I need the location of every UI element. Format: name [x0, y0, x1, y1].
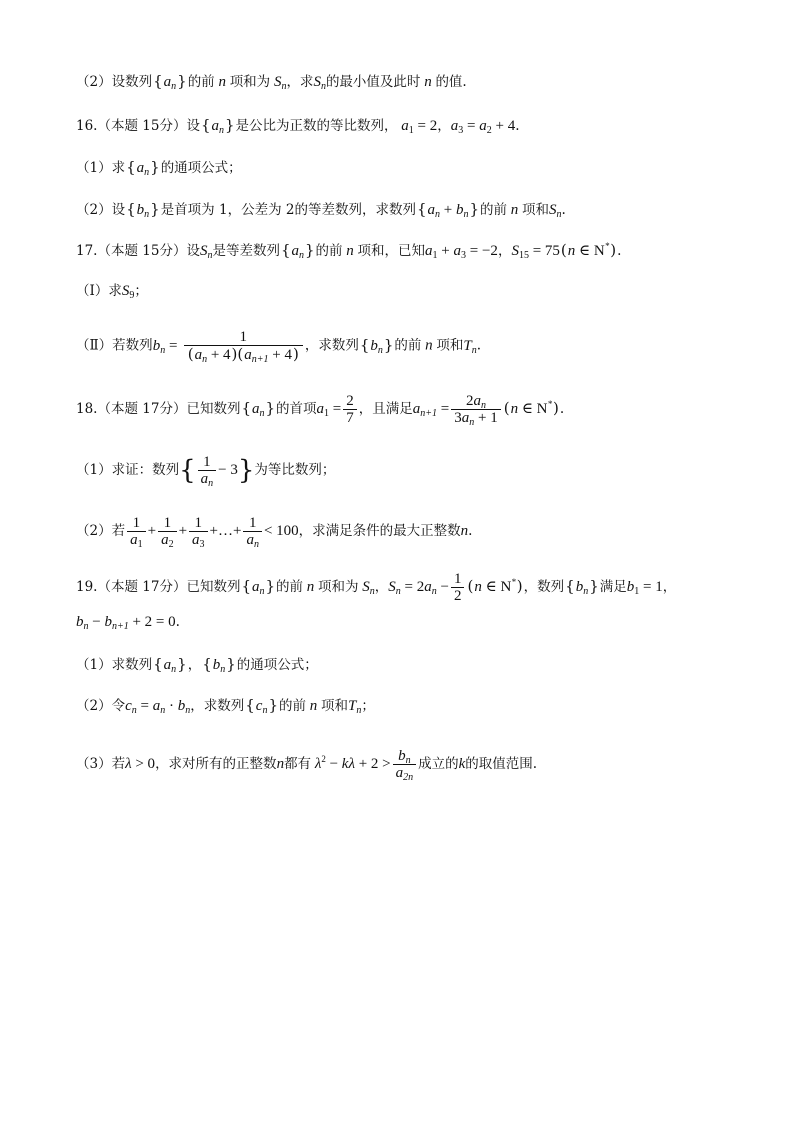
q16-stem: 16.（本题 15分）设$\{a_n\}$是公比为正数的等比数列， $a_1 = 2$，$a_3 = a_2 + 4$.: [76, 116, 520, 136]
q19-part3: （3）若λ > 0，求对所有的正整数n都有 $\lambda^2 - k\lambda + 2$ > $\frac{b_n}{a_{2n}}$ 成立的k的取值范围.: [76, 748, 538, 783]
q17-stem: 17.（本题 15分）设$S_n$是等差数列$\{a_n\}$的前 n 项和，已知$a_1 + a_3 = -2$，$S_{15} = 75(n$ ∈ N*).: [76, 241, 622, 261]
q19-part1: （1）求数列$\{a_n\}$，$\{b_n\}$的通项公式；: [76, 655, 318, 675]
q19-stem: 19.（本题 17分）已知数列$\{a_n\}$的前 n 项和为 $S_n$，$S_n = 2a_n$ − $\frac{1}{2}$ (n ∈ N*)，数列$\{b_n\}$满足$b_1 = 1$，: [76, 571, 677, 604]
q18-part1: （1）求证：数列{ $\frac{1}{a_n}$ − 3}为等比数列；: [76, 454, 336, 489]
q19-part2: （2）令$c_n = a_n \cdot b_n$，求数列$\{c_n\}$的前 n 项和$T_n$；: [76, 696, 375, 716]
q15-part2: （2）设数列$\{a_n\}$的前 n 项和为 $S_n$，求$S_n$的最小值及此时 n 的值.: [76, 72, 467, 92]
q18-part2: （2）若 $\frac{1}{a_1}$ + $\frac{1}{a_2}$ + $\frac{1}{a_3}$ +…+ $\frac{1}{a_n}$ < 100，求满足条件的最大正整数n.: [76, 515, 473, 550]
q16-part2: （2）设$\{b_n\}$是首项为 1，公差为 2的等差数列，求数列$\{a_n + b_n\}$的前 n 项和$S_n$.: [76, 200, 566, 220]
q16-part1: （1）求$\{a_n\}$的通项公式；: [76, 158, 242, 178]
q18-stem: 18.（本题 17分）已知数列$\{a_n\}$的首项$a_1$ = $\frac{2}{7}$ ，且满足$a_{n+1}$ = $\frac{2a_n}{3a_n + 1}$ (n ∈ N*).: [76, 393, 565, 428]
q17-part2: （Ⅱ）若数列$b_n$ = $\frac{1}{(a_n + 4)(a_{n+1} + 4)}$ ，求数列$\{b_n\}$的前 n 项和$T_n$.: [76, 329, 482, 365]
q19-stem-cont: $b_n - b_{n+1} + 2 = 0$.: [76, 614, 180, 632]
q17-part1: （Ⅰ）求$S_9$；: [76, 283, 148, 301]
